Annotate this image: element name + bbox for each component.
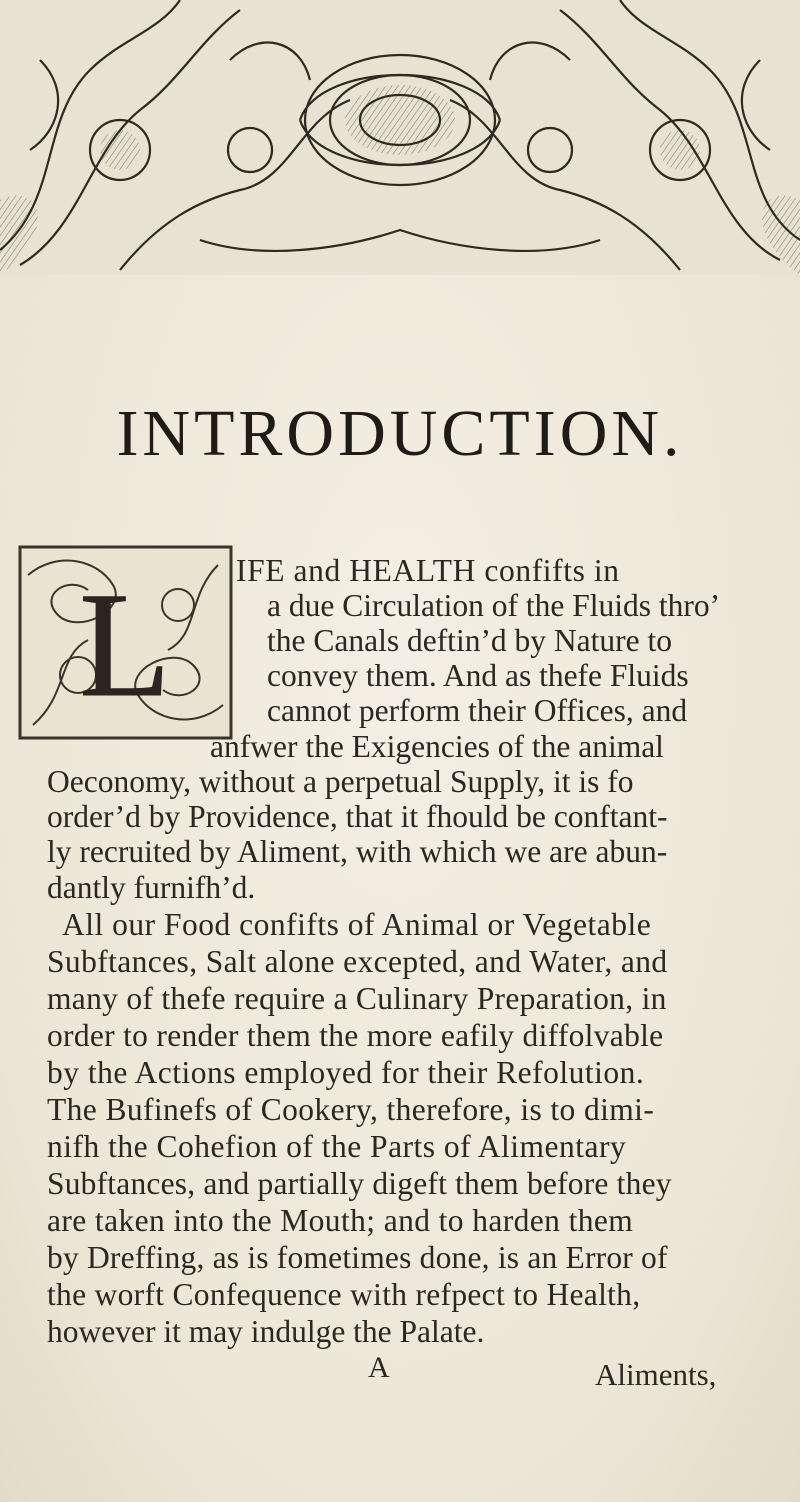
- text-line: Oeconomy, without a perpetual Supply, it is fo: [47, 764, 634, 799]
- text-line: a due Circulation of the Fluids thro’: [267, 588, 721, 623]
- text-line: convey them. And as thefe Fluids: [267, 658, 689, 693]
- text-line: anfwer the Exigencies of the animal: [210, 729, 664, 764]
- text-line: cannot perform their Offices, and: [267, 693, 688, 728]
- text-line: Subftances, Salt alone excepted, and Water, and: [47, 944, 668, 979]
- text-line: by Dreffing, as is fometimes done, is an Error of: [47, 1240, 668, 1275]
- text-line: are taken into the Mouth; and to harden them: [47, 1203, 634, 1238]
- text-line: however it may indulge the Palate.: [47, 1314, 485, 1349]
- text-line: by the Actions employed for their Refolution.: [47, 1055, 645, 1090]
- text-line: the Canals deftin’d by Nature to: [267, 623, 673, 658]
- text-line: All our Food confifts of Animal or Vegetable: [62, 907, 652, 942]
- text-line: dantly furnifh’d.: [47, 870, 256, 905]
- text-line: nifh the Cohefion of the Parts of Alimentary: [47, 1129, 627, 1164]
- text-line: IFE and HEALTH confifts in: [236, 553, 620, 588]
- text-line: order’d by Providence, that it fhould be conftant-: [47, 799, 668, 834]
- chapter-title: INTRODUCTION.: [116, 397, 684, 470]
- text-line: the worft Confequence with refpect to Health,: [47, 1277, 641, 1312]
- drop-initial-letter: L: [79, 562, 171, 728]
- text-line: ly recruited by Aliment, with which we are abun-: [47, 834, 668, 869]
- text-line: The Bufinefs of Cookery, therefore, is to dimi-: [47, 1092, 655, 1127]
- text-line: order to render them the more eafily diffolvable: [47, 1018, 664, 1053]
- signature-mark: A: [368, 1351, 390, 1384]
- text-line: many of thefe require a Culinary Preparation, in: [47, 981, 667, 1016]
- text-line: Subftances, and partially digeft them before they: [47, 1166, 672, 1201]
- catchword: Aliments,: [595, 1357, 717, 1392]
